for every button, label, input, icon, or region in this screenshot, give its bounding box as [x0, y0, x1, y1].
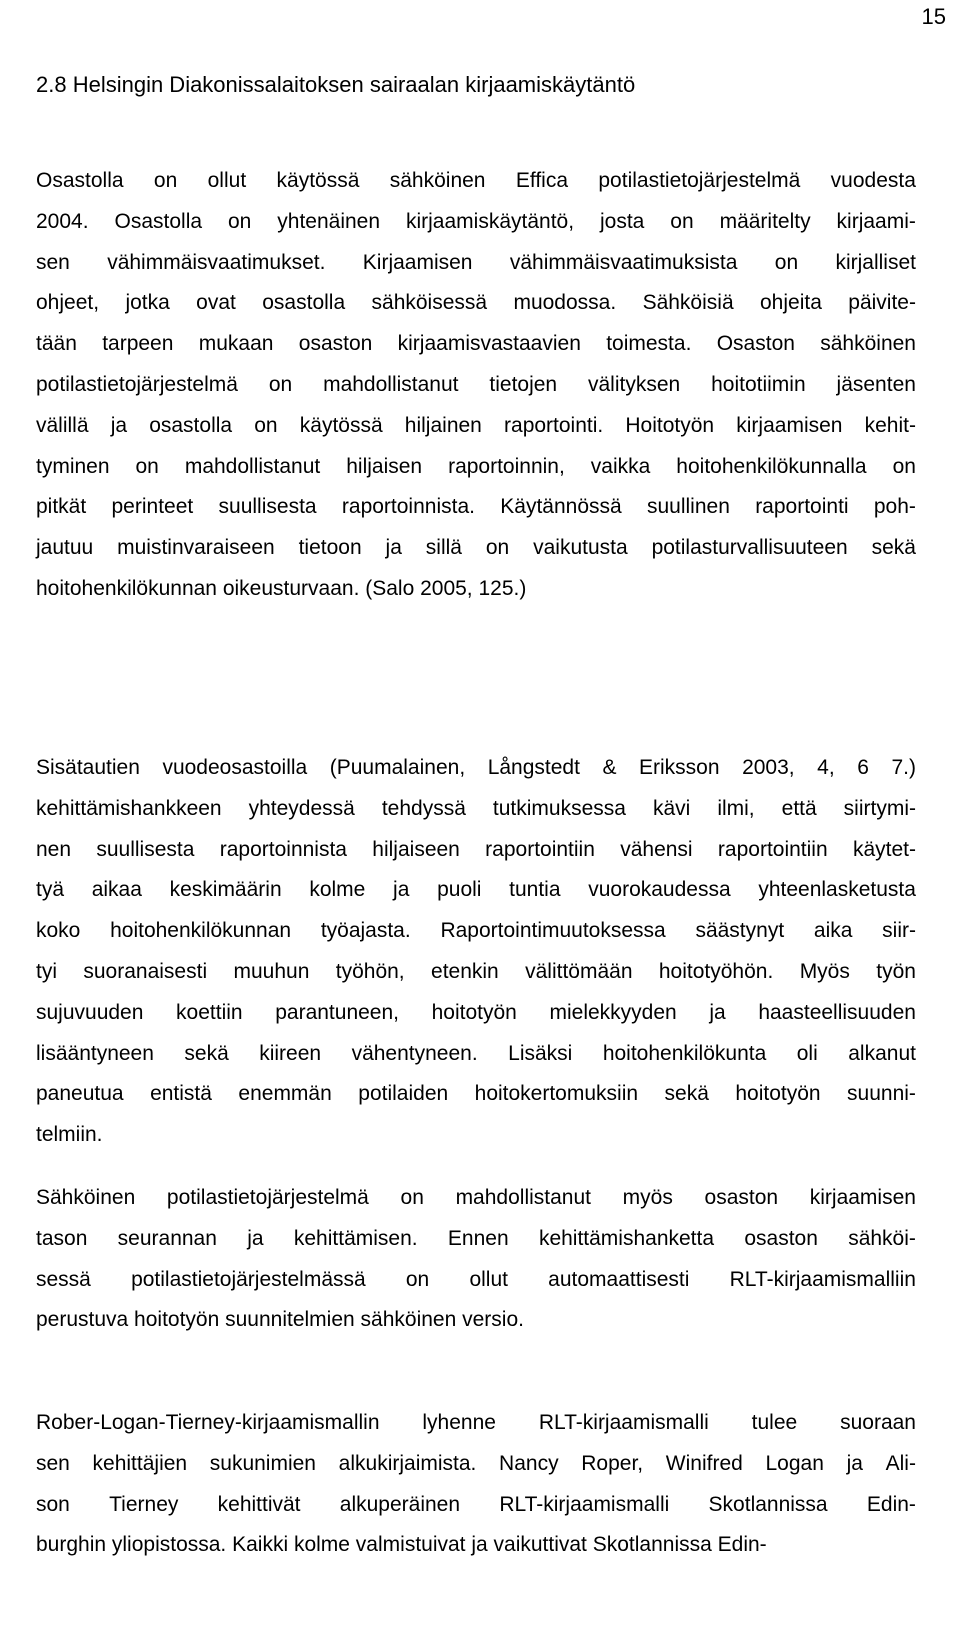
text-line: Osastolla on ollut käytössä sähköinen Effica potilastietojärjestelmä vuodesta: [36, 169, 916, 192]
text-line: hoitohenkilökunnan oikeusturvaan. (Salo 2005, 125.): [36, 577, 527, 600]
text-line: Sähköinen potilastietojärjestelmä on mahdollistanut myös osaston kirjaamisen: [36, 1186, 916, 1209]
text-line: perustuva hoitotyön suunnitelmien sähköinen versio.: [36, 1308, 524, 1332]
text-line: pitkät perinteet suullisesta raportoinnista. Käytännössä suullinen raportointi poh-: [36, 495, 916, 519]
text-line: tason seurannan ja kehittämisen. Ennen kehittämishanketta osaston sähköi-: [36, 1226, 916, 1250]
text-line: potilastietojärjestelmä on mahdollistanut tietojen välityksen hoitotiimin jäsenten: [36, 373, 916, 396]
text-line: jautuu muistinvaraiseen tietoon ja sillä on vaikutusta potilasturvallisuuteen sekä: [36, 536, 916, 560]
text-line: tyminen on mahdollistanut hiljaisen raportoinnin, vaikka hoitohenkilökunnalla on: [36, 454, 916, 478]
text-line: tyä aikaa keskimäärin kolme ja puoli tuntia vuorokaudessa yhteenlasketusta: [36, 878, 916, 902]
text-line: sessä potilastietojärjestelmässä on ollut automaattisesti RLT-kirjaamismalliin: [36, 1267, 916, 1291]
text-line: ohjeet, jotka ovat osastolla sähköisessä muodossa. Sähköisiä ohjeita päivite-: [36, 291, 916, 315]
text-line: välillä ja osastolla on käytössä hiljainen raportointi. Hoitotyön kirjaamisen kehit-: [36, 413, 916, 437]
text-line: tään tarpeen mukaan osaston kirjaamisvastaavien toimesta. Osaston sähköinen: [36, 332, 916, 356]
text-line: nen suullisesta raportoinnista hiljaiseen raportointiin vähensi raportointiin käytet-: [36, 837, 916, 861]
text-line: koko hoitohenkilökunnan työajasta. Raportointimuutoksessa säästynyt aika siir-: [36, 919, 916, 943]
text-line: telmiin.: [36, 1123, 103, 1147]
text-line: paneutua entistä enemmän potilaiden hoitokertomuksiin sekä hoitotyön suunni-: [36, 1082, 916, 1106]
text-line: 2004. Osastolla on yhtenäinen kirjaamiskäytäntö, josta on määritelty kirjaami-: [36, 209, 916, 233]
text-line: sen kehittäjien sukunimien alkukirjaimista. Nancy Roper, Winifred Logan ja Ali-: [36, 1451, 916, 1475]
text-line: son Tierney kehittivät alkuperäinen RLT-kirjaamismalli Skotlannissa Edin-: [36, 1492, 916, 1516]
text-line: tyi suoranaisesti muuhun työhön, etenkin välittömään hoitotyöhön. Myös työn: [36, 960, 916, 983]
text-line: lisääntyneen sekä kiireen vähentyneen. Lisäksi hoitohenkilökunta oli alkanut: [36, 1041, 916, 1065]
section-heading: 2.8 Helsingin Diakonissalaitoksen sairaalan kirjaamiskäytäntö: [36, 72, 636, 97]
text-line: Rober-Logan-Tierney-kirjaamismallin lyhenne RLT-kirjaamismalli tulee suoraan: [36, 1411, 916, 1434]
page-number: 15: [921, 4, 946, 29]
text-line: kehittämishankkeen yhteydessä tehdyssä tutkimuksessa kävi ilmi, että siirtymi-: [36, 796, 916, 820]
text-line: burghin yliopistossa. Kaikki kolme valmistuivat ja vaikuttivat Skotlannissa Edin-: [36, 1533, 767, 1557]
text-line: Sisätautien vuodeosastoilla (Puumalainen, Långstedt & Eriksson 2003, 4, 6 7.): [36, 756, 916, 779]
text-line: sen vähimmäisvaatimukset. Kirjaamisen vähimmäisvaatimuksista on kirjalliset: [36, 250, 916, 274]
text-line: sujuvuuden koettiin parantuneen, hoitotyön mielekkyyden ja haasteellisuuden: [36, 1000, 916, 1024]
